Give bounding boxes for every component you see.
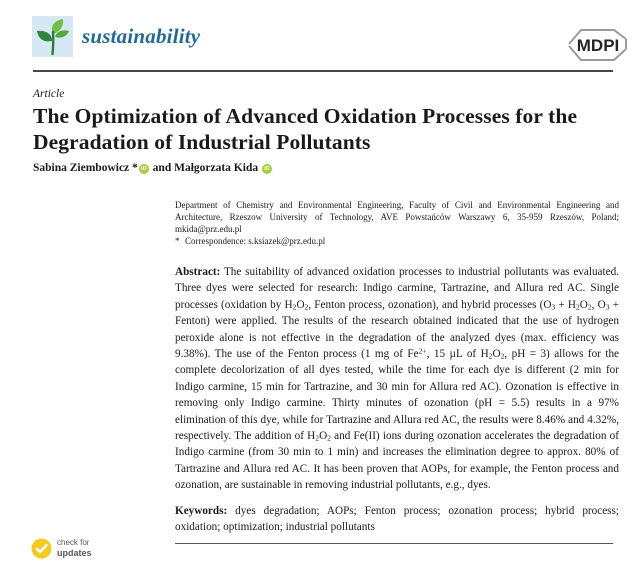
authors-line (33, 162, 273, 174)
check-updates-badge[interactable] (31, 538, 92, 559)
mdpi-logo (566, 24, 630, 66)
keywords-text: dyes degradation; AOPs; Fenton process; ozonation process; hybrid process; oxidation; optimization; industrial pollutants (175, 504, 619, 534)
abstract-text: The suitability of advanced oxidation processes to industrial pollutants was evaluated. Three dyes were selected for research: Indigo carmine, Tartrazine, and Allura red AC. Single processes (oxidation by $H_2O_2$, Fenton process, ozonation), and hybrid processes ($O_3 + H_2O_2$, $O_3$ + Fenton) were applied. The results of the research obtained indicated that the use of hydrogen peroxide alone is not effective in the degradation of the analyzed dyes (max. efficiency was 9.38%). The use of the Fenton process (1 mg of $Fe^{2+}$, 15 µL of $H_2O_2$, pH = 3) allows for the complete decolorization of all dyes tested, while the time for each dye is different (2 min for Indigo carmine, 15 min for Tartrazine, and 30 min for Allura red AC). Ozonation is effective in removing only Indigo carmine. Thirty minutes of ozonation (pH = 5.5) results in a 97% elimination of this dye, while for Tartrazine and Allura red AC, the results were 8.46% and 4.32%, respectively. The addition of $H_2O_2$ and Fe(II) ions during ozonation accelerates the degradation of Indigo carmine (from 30 min to 1 min) and increases the elimination degree to approx. 80% of Tartrazine and Allura red AC. It has been proven that AOPs, for example, the Fenton process and ozonation, are sustainable in removing industrial pollutants, e.g., dyes. (175, 266, 620, 492)
journal-logo (32, 16, 73, 57)
check-icon (31, 538, 52, 559)
orcid-icon[interactable]: iD (139, 164, 149, 174)
keywords-section (175, 503, 619, 536)
journal-header (32, 16, 200, 57)
correspondence-asterisk: * (132, 162, 138, 174)
article-type-label: Article (33, 88, 65, 100)
author-name-2: Małgorzata Kida (174, 162, 259, 174)
badge-text (57, 538, 92, 558)
svg-text:MDPI: MDPI (576, 36, 620, 55)
section-divider (175, 543, 613, 545)
page-title: The Optimization of Advanced Oxidation Processes for the Degradation of Industrial Pollutants (33, 104, 578, 154)
article-meta-column (175, 199, 619, 544)
header-divider (33, 70, 613, 72)
correspondence-text[interactable]: Correspondence: s.ksiazek@prz.edu.pl (185, 236, 326, 246)
badge-line-2: updates (57, 547, 92, 558)
badge-line-1: check for (57, 538, 90, 548)
correspondence-line (175, 235, 619, 247)
authors-connector: and (149, 162, 175, 174)
journal-name: sustainability (82, 24, 201, 48)
affiliation-text: Department of Chemistry and Environmental Engineering, Faculty of Civil and Environmental Engineering and Architecture, Rzeszow University of Technology, AVE Powstańców Warszawy 6, 35-959 Rzeszów, Poland; mkida@prz.edu.pl (175, 200, 619, 234)
plant-icon (32, 16, 73, 57)
abstract-section (175, 264, 619, 494)
keywords-label: Keywords: (175, 504, 228, 517)
author-name-1: Sabina Ziembowicz (33, 162, 130, 174)
correspondence-marker: * (175, 236, 180, 246)
abstract-label: Abstract: (175, 266, 221, 278)
orcid-icon[interactable]: iD (262, 164, 272, 174)
